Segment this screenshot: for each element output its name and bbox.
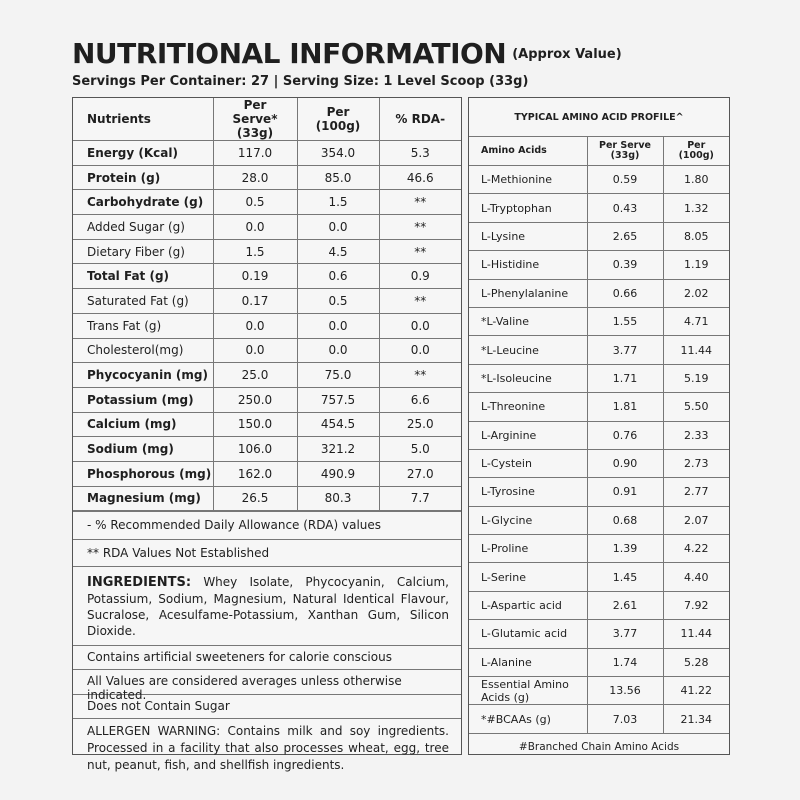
amino-row bbox=[469, 449, 729, 477]
sweetener-note: Contains artificial sweeteners for calorie conscious bbox=[73, 645, 461, 669]
nutrient-name: Calcium (mg) bbox=[73, 412, 213, 437]
nutrient-row bbox=[73, 313, 461, 338]
nutrient-row bbox=[73, 461, 461, 486]
nutrient-rda: ** bbox=[379, 239, 461, 264]
amino-name: *L-Leucine bbox=[469, 336, 587, 364]
nutrient-per-100g: 0.6 bbox=[297, 264, 379, 289]
nutrient-row bbox=[73, 289, 461, 314]
nutrition-header-row bbox=[73, 98, 461, 141]
amino-profile-title: TYPICAL AMINO ACID PROFILE^ bbox=[469, 98, 729, 137]
nutrient-per-100g: 0.0 bbox=[297, 338, 379, 363]
amino-per-100g: 2.07 bbox=[663, 506, 729, 534]
nutrient-rda: ** bbox=[379, 190, 461, 215]
amino-per-100g: 1.32 bbox=[663, 194, 729, 222]
col-header-amino-per-serve: Per Serve (33g) bbox=[587, 137, 663, 166]
nutrient-per-serve: 150.0 bbox=[213, 412, 297, 437]
amino-name: Essential Amino Acids (g) bbox=[469, 677, 587, 705]
amino-name: L-Glycine bbox=[469, 506, 587, 534]
ingredients-block bbox=[73, 566, 461, 645]
nutrient-rda: 5.3 bbox=[379, 141, 461, 166]
nutrient-rda: ** bbox=[379, 289, 461, 314]
nutrient-row bbox=[73, 239, 461, 264]
nutrient-row bbox=[73, 165, 461, 190]
amino-name: L-Histidine bbox=[469, 251, 587, 279]
nutrient-name: Cholesterol(mg) bbox=[73, 338, 213, 363]
amino-name: L-Glutamic acid bbox=[469, 620, 587, 648]
amino-table bbox=[469, 137, 729, 734]
amino-per-100g: 1.19 bbox=[663, 251, 729, 279]
amino-row bbox=[469, 648, 729, 676]
nutrient-row bbox=[73, 486, 461, 511]
ingredients-text: Whey Isolate, Phycocyanin, Calcium, Potassium, Sodium, Magnesium, Natural Identical Flavour, Sucralose, Acesulfame-Potassium, Xanthan Gum, Silicon Dioxide. bbox=[87, 575, 449, 639]
nutrient-row bbox=[73, 412, 461, 437]
nutrient-per-serve: 0.17 bbox=[213, 289, 297, 314]
amino-name: *L-Valine bbox=[469, 307, 587, 335]
nutrient-rda: 6.6 bbox=[379, 387, 461, 412]
amino-per-serve: 0.39 bbox=[587, 251, 663, 279]
amino-name: L-Arginine bbox=[469, 421, 587, 449]
nutrient-name: Saturated Fat (g) bbox=[73, 289, 213, 314]
amino-row bbox=[469, 563, 729, 591]
amino-per-100g: 2.33 bbox=[663, 421, 729, 449]
amino-per-100g: 5.19 bbox=[663, 364, 729, 392]
nutrient-per-serve: 250.0 bbox=[213, 387, 297, 412]
amino-name: L-Proline bbox=[469, 535, 587, 563]
nutrient-rda: 0.0 bbox=[379, 338, 461, 363]
title-note: (Approx Value) bbox=[512, 47, 622, 62]
amino-row bbox=[469, 251, 729, 279]
amino-row bbox=[469, 535, 729, 563]
amino-name: *#BCAAs (g) bbox=[469, 705, 587, 733]
nutrient-rda: 5.0 bbox=[379, 437, 461, 462]
nutrient-per-100g: 490.9 bbox=[297, 461, 379, 486]
amino-row bbox=[469, 194, 729, 222]
amino-per-100g: 21.34 bbox=[663, 705, 729, 733]
nutrient-rda: ** bbox=[379, 215, 461, 240]
page-title bbox=[72, 38, 622, 71]
amino-per-100g: 2.77 bbox=[663, 478, 729, 506]
nutrient-per-100g: 0.0 bbox=[297, 215, 379, 240]
allergen-warning: ALLERGEN WARNING: Contains milk and soy ingredients. Processed in a facility that also processes wheat, egg, tree nut, peanut, fish, and shellfish ingredients. bbox=[73, 718, 461, 774]
nutrient-row bbox=[73, 141, 461, 166]
title-text: NUTRITIONAL INFORMATION bbox=[72, 37, 507, 70]
nutrient-per-100g: 4.5 bbox=[297, 239, 379, 264]
nutrient-rda: 25.0 bbox=[379, 412, 461, 437]
nutrient-per-100g: 85.0 bbox=[297, 165, 379, 190]
col-header-amino-per-100g: Per (100g) bbox=[663, 137, 729, 166]
ingredients-label: INGREDIENTS: bbox=[87, 575, 192, 591]
amino-per-serve: 3.77 bbox=[587, 620, 663, 648]
nutrient-per-100g: 757.5 bbox=[297, 387, 379, 412]
nutrient-name: Trans Fat (g) bbox=[73, 313, 213, 338]
sugar-note: Does not Contain Sugar bbox=[73, 694, 461, 718]
amino-name: L-Tyrosine bbox=[469, 478, 587, 506]
header bbox=[72, 38, 622, 89]
nutrient-rda: 46.6 bbox=[379, 165, 461, 190]
nutrient-per-serve: 0.19 bbox=[213, 264, 297, 289]
amino-row bbox=[469, 506, 729, 534]
nutrient-name: Dietary Fiber (g) bbox=[73, 239, 213, 264]
col-header-rda: % RDA- bbox=[379, 98, 461, 141]
amino-per-serve: 0.91 bbox=[587, 478, 663, 506]
nutrient-per-100g: 321.2 bbox=[297, 437, 379, 462]
col-header-per-serve: Per Serve* (33g) bbox=[213, 98, 297, 141]
amino-row bbox=[469, 222, 729, 250]
nutrient-per-100g: 354.0 bbox=[297, 141, 379, 166]
amino-row bbox=[469, 421, 729, 449]
nutrient-per-serve: 106.0 bbox=[213, 437, 297, 462]
amino-per-100g: 41.22 bbox=[663, 677, 729, 705]
col-header-per-100g: Per (100g) bbox=[297, 98, 379, 141]
amino-per-serve: 1.45 bbox=[587, 563, 663, 591]
amino-per-100g: 4.22 bbox=[663, 535, 729, 563]
nutrient-per-serve: 1.5 bbox=[213, 239, 297, 264]
amino-per-serve: 2.65 bbox=[587, 222, 663, 250]
nutrition-panel bbox=[72, 97, 462, 773]
amino-per-100g: 5.28 bbox=[663, 648, 729, 676]
amino-row bbox=[469, 364, 729, 392]
amino-name: *L-Isoleucine bbox=[469, 364, 587, 392]
amino-name: L-Phenylalanine bbox=[469, 279, 587, 307]
amino-per-serve: 0.66 bbox=[587, 279, 663, 307]
amino-name: L-Aspartic acid bbox=[469, 591, 587, 619]
col-header-amino-acids: Amino Acids bbox=[469, 137, 587, 166]
nutrient-per-serve: 0.0 bbox=[213, 313, 297, 338]
nutrient-name: Protein (g) bbox=[73, 165, 213, 190]
amino-name: L-Alanine bbox=[469, 648, 587, 676]
nutrient-name: Magnesium (mg) bbox=[73, 486, 213, 511]
amino-panel bbox=[468, 97, 730, 755]
amino-name: L-Serine bbox=[469, 563, 587, 591]
amino-per-serve: 1.74 bbox=[587, 648, 663, 676]
nutrient-per-100g: 80.3 bbox=[297, 486, 379, 511]
amino-per-100g: 4.71 bbox=[663, 307, 729, 335]
amino-per-100g: 5.50 bbox=[663, 393, 729, 421]
nutrient-row bbox=[73, 437, 461, 462]
amino-per-serve: 1.55 bbox=[587, 307, 663, 335]
nutrient-name: Potassium (mg) bbox=[73, 387, 213, 412]
nutrient-per-serve: 25.0 bbox=[213, 363, 297, 388]
nutrient-row bbox=[73, 264, 461, 289]
nutrient-rda: 0.9 bbox=[379, 264, 461, 289]
amino-name: L-Lysine bbox=[469, 222, 587, 250]
nutrient-row bbox=[73, 363, 461, 388]
amino-per-serve: 13.56 bbox=[587, 677, 663, 705]
amino-per-serve: 3.77 bbox=[587, 336, 663, 364]
amino-per-serve: 0.43 bbox=[587, 194, 663, 222]
nutrition-table bbox=[73, 98, 461, 511]
amino-per-100g: 11.44 bbox=[663, 336, 729, 364]
amino-per-serve: 0.76 bbox=[587, 421, 663, 449]
amino-row bbox=[469, 620, 729, 648]
nutrient-rda: ** bbox=[379, 363, 461, 388]
nutrient-per-serve: 162.0 bbox=[213, 461, 297, 486]
nutrient-per-serve: 117.0 bbox=[213, 141, 297, 166]
nutrient-name: Phycocyanin (mg) bbox=[73, 363, 213, 388]
amino-per-serve: 1.39 bbox=[587, 535, 663, 563]
amino-per-serve: 1.71 bbox=[587, 364, 663, 392]
amino-per-serve: 0.68 bbox=[587, 506, 663, 534]
amino-per-100g: 4.40 bbox=[663, 563, 729, 591]
nutrient-per-serve: 0.5 bbox=[213, 190, 297, 215]
amino-name: L-Cystein bbox=[469, 449, 587, 477]
amino-row bbox=[469, 591, 729, 619]
nutrient-row bbox=[73, 387, 461, 412]
nutrient-per-100g: 1.5 bbox=[297, 190, 379, 215]
nutrient-rda: 27.0 bbox=[379, 461, 461, 486]
amino-row bbox=[469, 478, 729, 506]
amino-name: L-Threonine bbox=[469, 393, 587, 421]
bcaa-footnote: #Branched Chain Amino Acids bbox=[518, 740, 680, 753]
amino-per-serve: 0.59 bbox=[587, 166, 663, 194]
nutrient-row bbox=[73, 338, 461, 363]
amino-per-serve: 1.81 bbox=[587, 393, 663, 421]
nutrient-name: Phosphorous (mg) bbox=[73, 461, 213, 486]
amino-per-100g: 7.92 bbox=[663, 591, 729, 619]
nutrient-per-serve: 0.0 bbox=[213, 338, 297, 363]
amino-row bbox=[469, 166, 729, 194]
nutrient-name: Sodium (mg) bbox=[73, 437, 213, 462]
amino-per-serve: 7.03 bbox=[587, 705, 663, 733]
nutrient-rda: 0.0 bbox=[379, 313, 461, 338]
nutrient-row bbox=[73, 215, 461, 240]
col-header-nutrients: Nutrients bbox=[73, 98, 213, 141]
amino-per-100g: 1.80 bbox=[663, 166, 729, 194]
amino-row bbox=[469, 677, 729, 705]
nutrient-per-serve: 28.0 bbox=[213, 165, 297, 190]
nutrient-per-serve: 0.0 bbox=[213, 215, 297, 240]
amino-header-row bbox=[469, 137, 729, 166]
nutrient-per-100g: 75.0 bbox=[297, 363, 379, 388]
amino-row bbox=[469, 336, 729, 364]
amino-per-100g: 11.44 bbox=[663, 620, 729, 648]
nutrient-name: Total Fat (g) bbox=[73, 264, 213, 289]
nutrient-per-100g: 454.5 bbox=[297, 412, 379, 437]
nutrient-name: Energy (Kcal) bbox=[73, 141, 213, 166]
nutrient-per-100g: 0.5 bbox=[297, 289, 379, 314]
amino-per-100g: 2.02 bbox=[663, 279, 729, 307]
rda-note: - % Recommended Daily Allowance (RDA) values bbox=[73, 511, 461, 539]
rda-not-established-note: ** RDA Values Not Established bbox=[73, 539, 461, 566]
nutrient-per-100g: 0.0 bbox=[297, 313, 379, 338]
amino-name: L-Methionine bbox=[469, 166, 587, 194]
amino-row bbox=[469, 307, 729, 335]
amino-name: L-Tryptophan bbox=[469, 194, 587, 222]
amino-per-100g: 8.05 bbox=[663, 222, 729, 250]
amino-per-serve: 2.61 bbox=[587, 591, 663, 619]
amino-row bbox=[469, 393, 729, 421]
amino-row bbox=[469, 705, 729, 733]
nutrient-row bbox=[73, 190, 461, 215]
nutrient-per-serve: 26.5 bbox=[213, 486, 297, 511]
nutrient-name: Added Sugar (g) bbox=[73, 215, 213, 240]
nutrient-name: Carbohydrate (g) bbox=[73, 190, 213, 215]
amino-per-serve: 0.90 bbox=[587, 449, 663, 477]
amino-row bbox=[469, 279, 729, 307]
amino-per-100g: 2.73 bbox=[663, 449, 729, 477]
nutrient-rda: 7.7 bbox=[379, 486, 461, 511]
serving-info: Servings Per Container: 27 | Serving Size: 1 Level Scoop (33g) bbox=[72, 74, 529, 89]
averages-note: All Values are considered averages unless otherwise indicated. bbox=[73, 669, 461, 694]
